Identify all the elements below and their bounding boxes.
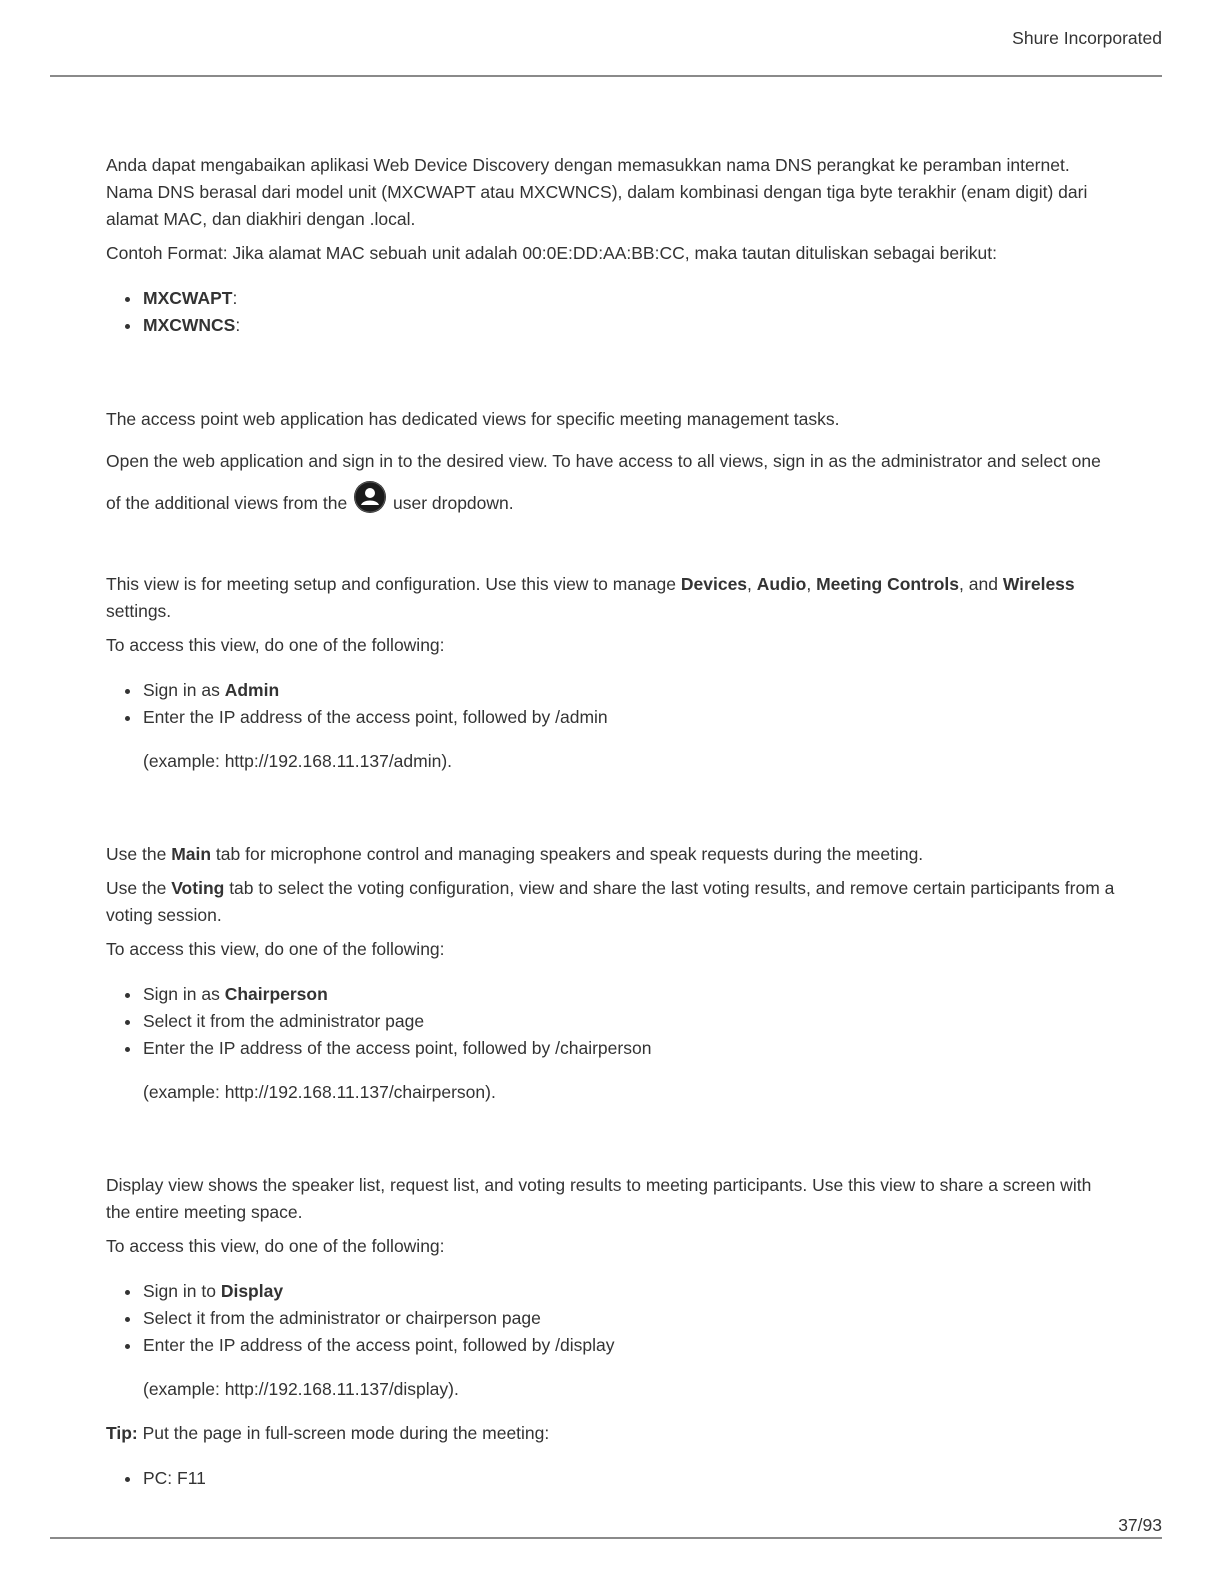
list-item [106, 1008, 1116, 1035]
list-item [106, 1332, 1116, 1359]
list-item [106, 1035, 1116, 1062]
list-item [106, 704, 1116, 731]
list-item-text: Enter the IP address of the access point, followed by /chairperson [143, 1038, 652, 1058]
chair-voting-suffix: tab to select the voting configuration, view and share the last voting results, and remove certain participants from a voting session. [106, 878, 1115, 925]
tip-text: Put the page in full-screen mode during the meeting: [137, 1423, 550, 1443]
list-item [106, 312, 1116, 339]
admin-wireless: Wireless [1002, 574, 1075, 594]
chair-voting-bold: Voting [171, 878, 225, 898]
separator: , and [959, 574, 1003, 594]
admin-description [106, 571, 1116, 625]
tip-label: Tip: [106, 1423, 138, 1443]
display-description: Display view shows the speaker list, request list, and voting results to meeting participants. Use this view to share a screen with the entire meeting space. [106, 1175, 1092, 1222]
list-item-label: MXCWAPT [143, 288, 233, 308]
list-item-bold: Chairperson [224, 984, 328, 1004]
chair-main-suffix: tab for microphone control and managing speakers and speak requests during the meeting. [211, 844, 924, 864]
admin-access: To access this view, do one of the following: [106, 635, 445, 655]
views-open-part1: Open the web application and sign in to the desired view. To have access to all views, sign in as the administrator and select one of the additional views from the [106, 451, 1101, 513]
header-company: Shure Incorporated [1012, 28, 1162, 48]
header-divider [50, 75, 1162, 77]
separator: , [806, 574, 817, 594]
views-open [106, 441, 1116, 523]
admin-desc-prefix: This view is for meeting setup and configuration. Use this view to manage [106, 574, 681, 594]
chair-main-prefix: Use the [106, 844, 172, 864]
admin-devices: Devices [680, 574, 748, 594]
list-item [106, 1465, 1116, 1492]
list-item-text: PC: F11 [143, 1468, 206, 1488]
admin-audio: Audio [756, 574, 807, 594]
list-item [106, 1278, 1116, 1305]
list-item-suffix: : [232, 288, 238, 308]
dns-example: Contoh Format: Jika alamat MAC sebuah unit adalah 00:0E:DD:AA:BB:CC, maka tautan dituliskan sebagai berikut: [106, 243, 998, 263]
list-item-label: MXCWNCS [143, 315, 236, 335]
user-icon [354, 481, 386, 513]
chair-main-bold: Main [171, 844, 212, 864]
list-item [106, 677, 1116, 704]
chair-voting [106, 875, 1116, 929]
chair-main [106, 841, 1116, 868]
list-item-bold: Display [220, 1281, 284, 1301]
list-item [106, 285, 1116, 312]
chair-access: To access this view, do one of the following: [106, 939, 445, 959]
list-item-suffix: : [235, 315, 241, 335]
admin-example: (example: http://192.168.11.137/admin). [143, 751, 453, 771]
list-item [106, 1305, 1116, 1332]
footer-divider [50, 1537, 1162, 1539]
display-example: (example: http://192.168.11.137/display). [143, 1379, 459, 1399]
chair-example: (example: http://192.168.11.137/chairperson). [143, 1082, 496, 1102]
separator: , [747, 574, 757, 594]
list-item-bold: Admin [224, 680, 280, 700]
chair-list [106, 981, 1116, 1062]
dns-intro: Anda dapat mengabaikan aplikasi Web Device Discovery dengan memasukkan nama DNS perangkat ke peramban internet. Nama DNS berasal dari model unit (MXCWAPT atau MXCWNCS), dalam kombinasi dengan tiga byte terakhir (enam digit) dari alamat MAC, dan diakhiri dengan .local. [106, 155, 1088, 229]
list-item-text: Select it from the administrator page [143, 1011, 425, 1031]
list-item-text: Enter the IP address of the access point, followed by /admin [143, 707, 608, 727]
display-list [106, 1278, 1116, 1359]
page-number: 37/93 [1118, 1515, 1162, 1535]
admin-meeting-controls: Meeting Controls [816, 574, 960, 594]
tip-list [106, 1465, 1116, 1492]
display-access: To access this view, do one of the following: [106, 1236, 445, 1256]
admin-list [106, 677, 1116, 731]
list-item [106, 981, 1116, 1008]
display-tip [106, 1420, 1116, 1447]
dns-list [106, 285, 1116, 339]
views-intro: The access point web application has dedicated views for specific meeting management tasks. [106, 409, 840, 429]
chair-voting-prefix: Use the [106, 878, 172, 898]
list-item-text: Enter the IP address of the access point, followed by /display [143, 1335, 615, 1355]
admin-desc-suffix: settings. [106, 601, 172, 621]
views-open-part2: user dropdown. [393, 493, 514, 513]
list-item-text: Select it from the administrator or chairperson page [143, 1308, 541, 1328]
list-item-prefix: Sign in as [143, 680, 225, 700]
list-item-prefix: Sign in to [143, 1281, 221, 1301]
list-item-prefix: Sign in as [143, 984, 225, 1004]
